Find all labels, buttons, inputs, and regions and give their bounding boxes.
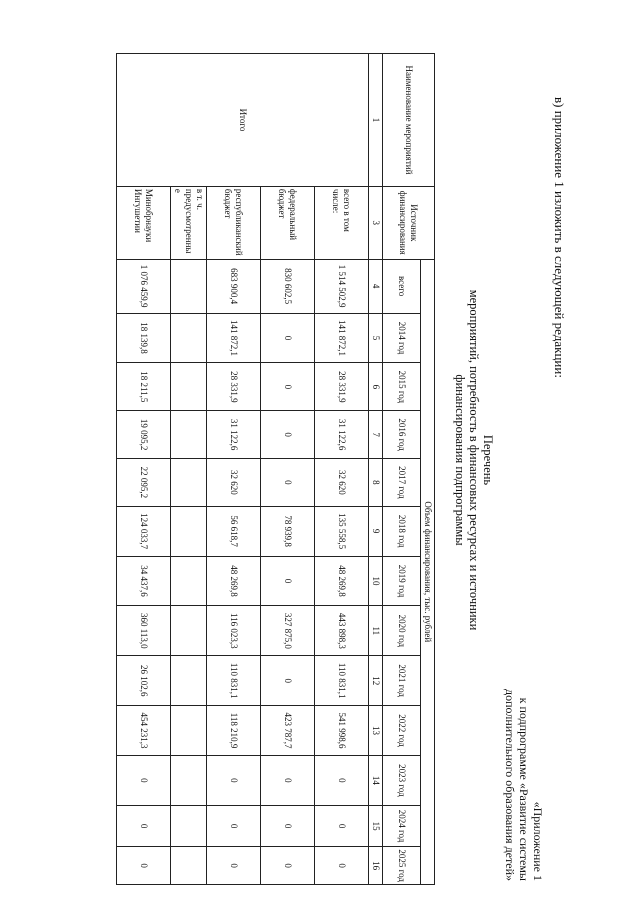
value-cell: 135 558,5 — [315, 506, 369, 556]
header-year: 2018 год — [383, 506, 421, 556]
value-cell: 0 — [315, 847, 369, 885]
value-cell: 116 023,3 — [207, 606, 261, 656]
value-cell: 0 — [117, 805, 171, 847]
title-line-3: финансирования подпрограммы — [453, 374, 467, 546]
header-event-name: Наименование мероприятий — [383, 54, 435, 187]
value-cell: 423 787,7 — [261, 706, 315, 756]
column-number: 14 — [369, 755, 383, 805]
value-cell — [171, 556, 207, 606]
value-cell: 26 102,6 — [117, 656, 171, 706]
header-total: всего — [383, 259, 421, 313]
document-page — [37, 35, 567, 885]
source-cell: республиканский бюджет — [207, 186, 261, 259]
value-cell: 141 872,1 — [315, 313, 369, 363]
column-number: 9 — [369, 506, 383, 556]
appendix-line-2: к подпрограмме «Развитие системы — [517, 697, 531, 881]
value-cell — [171, 313, 207, 363]
value-cell: 0 — [261, 458, 315, 506]
table-row — [315, 54, 369, 885]
column-number: 4 — [369, 259, 383, 313]
column-number: 10 — [369, 556, 383, 606]
value-cell: 830 602,5 — [261, 259, 315, 313]
appendix-line-1: «Приложение 1 — [531, 801, 545, 881]
column-number: 11 — [369, 606, 383, 656]
header-year: 2022 год — [383, 706, 421, 756]
intro-text: в) приложение 1 изложить в следующей редакции: — [552, 97, 567, 378]
source-cell: Минобрнауки Ингушетии — [117, 186, 171, 259]
header-row-1 — [421, 54, 435, 885]
value-cell: 0 — [261, 847, 315, 885]
column-number-row — [369, 54, 383, 885]
header-year: 2014 год — [383, 313, 421, 363]
value-cell — [171, 755, 207, 805]
value-cell: 78 939,8 — [261, 506, 315, 556]
value-cell — [171, 506, 207, 556]
value-cell: 56 618,7 — [207, 506, 261, 556]
value-cell: 32 620 — [315, 458, 369, 506]
value-cell — [171, 606, 207, 656]
header-year: 2024 год — [383, 805, 421, 847]
column-number: 6 — [369, 363, 383, 411]
value-cell: 1 514 502,9 — [315, 259, 369, 313]
value-cell: 32 620 — [207, 458, 261, 506]
column-number: 3 — [369, 186, 383, 259]
value-cell — [171, 805, 207, 847]
value-cell — [171, 847, 207, 885]
value-cell: 31 122,6 — [207, 411, 261, 459]
value-cell — [171, 706, 207, 756]
value-cell: 48 269,8 — [315, 556, 369, 606]
value-cell: 28 331,9 — [207, 363, 261, 411]
value-cell — [171, 411, 207, 459]
itogo-cell: Итого — [117, 54, 369, 187]
header-year: 2016 год — [383, 411, 421, 459]
value-cell: 1 076 459,9 — [117, 259, 171, 313]
column-number: 13 — [369, 706, 383, 756]
value-cell: 19 095,2 — [117, 411, 171, 459]
header-source: Источник финансирования — [383, 186, 435, 259]
header-year: 2023 год — [383, 755, 421, 805]
value-cell: 0 — [261, 805, 315, 847]
value-cell: 0 — [207, 755, 261, 805]
value-cell: 0 — [261, 556, 315, 606]
header-year: 2021 год — [383, 656, 421, 706]
document-title — [453, 35, 495, 885]
financing-table — [116, 53, 435, 885]
title-line-1: Перечень — [481, 434, 495, 486]
value-cell: 0 — [117, 755, 171, 805]
value-cell: 0 — [117, 847, 171, 885]
source-cell: всего в том числе: — [315, 186, 369, 259]
value-cell: 0 — [261, 656, 315, 706]
header-year: 2025 год — [383, 847, 421, 885]
value-cell: 454 231,3 — [117, 706, 171, 756]
header-year: 2019 год — [383, 556, 421, 606]
value-cell: 0 — [261, 313, 315, 363]
value-cell — [171, 259, 207, 313]
value-cell: 31 122,6 — [315, 411, 369, 459]
header-year: 2017 год — [383, 458, 421, 506]
value-cell: 48 269,8 — [207, 556, 261, 606]
title-line-2: мероприятий, потребность в финансовых ресурсах и источники — [467, 289, 481, 631]
value-cell: 0 — [315, 755, 369, 805]
value-cell: 18 139,8 — [117, 313, 171, 363]
value-cell: 18 211,5 — [117, 363, 171, 411]
value-cell: 541 998,6 — [315, 706, 369, 756]
column-number: 1 — [369, 54, 383, 187]
header-year: 2020 год — [383, 606, 421, 656]
value-cell: 141 872,1 — [207, 313, 261, 363]
column-number: 16 — [369, 847, 383, 885]
value-cell: 0 — [261, 755, 315, 805]
source-cell: федеральный бюджет — [261, 186, 315, 259]
column-number: 12 — [369, 656, 383, 706]
column-number: 5 — [369, 313, 383, 363]
value-cell: 118 210,9 — [207, 706, 261, 756]
value-cell: 110 831,1 — [207, 656, 261, 706]
value-cell: 22 095,2 — [117, 458, 171, 506]
value-cell: 683 900,4 — [207, 259, 261, 313]
header-year: 2015 год — [383, 363, 421, 411]
value-cell: 110 831,1 — [315, 656, 369, 706]
value-cell: 443 898,3 — [315, 606, 369, 656]
value-cell: 34 437,6 — [117, 556, 171, 606]
value-cell: 0 — [315, 805, 369, 847]
appendix-heading — [503, 689, 545, 881]
value-cell: 0 — [261, 411, 315, 459]
column-number: 7 — [369, 411, 383, 459]
column-number: 15 — [369, 805, 383, 847]
appendix-line-3: дополнительного образования детей» — [503, 689, 517, 881]
value-cell: 28 331,9 — [315, 363, 369, 411]
value-cell: 0 — [207, 847, 261, 885]
source-cell: в т. ч. предусмотренные — [171, 186, 207, 259]
header-volume: Объем финансирования, тыс. рублей — [421, 259, 435, 884]
value-cell: 360 113,0 — [117, 606, 171, 656]
value-cell: 0 — [207, 805, 261, 847]
value-cell — [171, 656, 207, 706]
value-cell — [171, 363, 207, 411]
value-cell — [171, 458, 207, 506]
value-cell: 0 — [261, 363, 315, 411]
value-cell: 327 875,0 — [261, 606, 315, 656]
value-cell: 124 033,7 — [117, 506, 171, 556]
column-number: 8 — [369, 458, 383, 506]
